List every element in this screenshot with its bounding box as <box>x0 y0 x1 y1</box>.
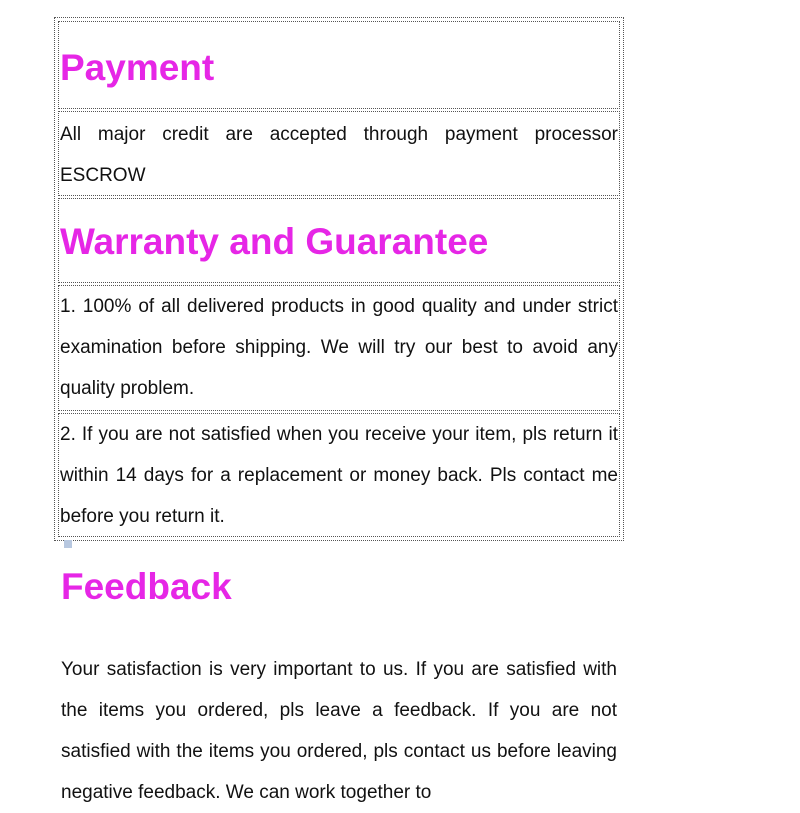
feedback-heading: Feedback <box>61 566 232 607</box>
feedback-text: Your satisfaction is very important to us. If you are satisfied with the items you ordered, pls leave a feedback. If you are not satisfied with the items you ordered, pls contact us before leaving negative feedback. We can work together to <box>61 659 617 803</box>
payment-heading: Payment <box>60 47 215 88</box>
table-anchor-marker <box>64 540 72 548</box>
warranty-item-cell <box>58 413 620 537</box>
warranty-item-cell <box>58 285 620 411</box>
payment-title-cell <box>58 21 620 109</box>
warranty-title-cell <box>58 198 620 283</box>
warranty-item-text: 2. If you are not satisfied when you receive your item, pls return it within 14 days for a replacement or money back. Pls contact me before you return it. <box>60 424 618 527</box>
payment-text: All major credit are accepted through payment processor ESCROW <box>60 124 618 186</box>
info-table <box>54 17 624 541</box>
warranty-heading: Warranty and Guarantee <box>60 221 489 262</box>
warranty-item-text: 1. 100% of all delivered products in good quality and under strict examination before shipping. We will try our best to avoid any quality problem. <box>60 296 618 399</box>
payment-body-cell <box>58 111 620 196</box>
